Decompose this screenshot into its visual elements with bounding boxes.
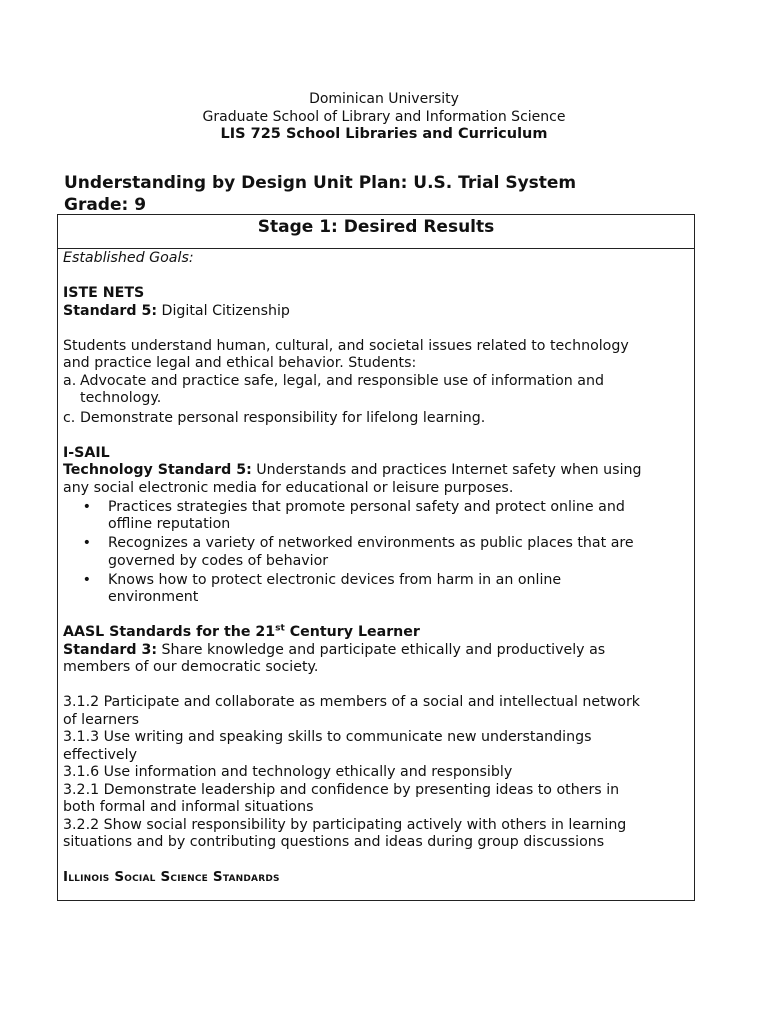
isail-standard-text-1: Understands and practices Internet safety when using <box>251 462 642 478</box>
isail-bullet-2-line-1: Recognizes a variety of networked environments as public places that are <box>108 535 634 551</box>
document-header <box>0 91 768 144</box>
grade-level: Grade: 9 <box>64 195 147 215</box>
iste-title: ISTE NETS <box>63 285 145 301</box>
iste-item-a-marker: a. <box>63 372 77 389</box>
aasl-line-8: 3.2.2 Show social responsibility by participating actively with others in learning <box>63 816 627 833</box>
iste-item-c-marker: c. <box>63 409 76 426</box>
aasl-line-3: 3.1.3 Use writing and speaking skills to communicate new understandings <box>63 729 592 745</box>
iste-item-c-text: Demonstrate personal responsibility for lifelong learning. <box>80 409 486 426</box>
isail-standard-label: Technology Standard 5: <box>63 462 252 478</box>
isail-standard-line-2: any social electronic media for educational or leisure purposes. <box>63 479 514 496</box>
isail-bullet-3-line-1: Knows how to protect electronic devices from harm in an online <box>108 571 562 588</box>
bullet-icon: • <box>82 571 91 588</box>
course-title: LIS 725 School Libraries and Curriculum <box>220 126 548 142</box>
bullet-icon: • <box>82 498 91 515</box>
isail-bullet-3-line-2: environment <box>108 589 199 605</box>
bullet-icon: • <box>82 535 91 551</box>
stage1-heading: Stage 1: Desired Results <box>58 215 694 249</box>
iste-item-a-line-1: Advocate and practice safe, legal, and responsible use of information and <box>80 372 605 389</box>
university-name: Dominican University <box>309 91 459 107</box>
aasl-line-2: of learners <box>63 711 140 728</box>
aasl-standard-text-1: Share knowledge and participate ethically and productively as <box>157 641 606 658</box>
established-goals-cell <box>58 249 694 887</box>
iste-item-a-line-2: technology. <box>80 390 162 406</box>
iste-item-a <box>63 373 688 408</box>
aasl-line-7: both formal and informal situations <box>63 799 314 815</box>
aasl-title <box>63 624 688 642</box>
aasl-standard-line-1 <box>63 642 688 660</box>
illinois-standards-title: Illinois Social Science Standards <box>63 869 280 885</box>
aasl-line-1: 3.1.2 Participate and collaborate as members of a social and intellectual network <box>63 694 641 710</box>
aasl-standard-line-2: members of our democratic society. <box>63 659 319 675</box>
school-name: Graduate School of Library and Information Science <box>202 108 566 125</box>
stage1-table <box>57 214 695 901</box>
isail-bullet-1 <box>63 499 688 534</box>
iste-intro-line-2: and practice legal and ethical behavior. Students: <box>63 355 417 371</box>
iste-standard-text: Digital Citizenship <box>157 302 290 319</box>
aasl-title-pre: AASL Standards for the 21 <box>63 624 276 640</box>
isail-bullet-2 <box>63 535 688 570</box>
aasl-line-5: 3.1.6 Use information and technology ethically and responsibly <box>63 764 513 780</box>
unit-plan-title: Understanding by Design Unit Plan: U.S. Trial System <box>64 173 577 193</box>
isail-bullet-1-line-2: offline reputation <box>108 516 231 532</box>
established-goals-label: Established Goals: <box>63 250 194 266</box>
iste-standard-label: Standard 5: <box>63 302 158 319</box>
isail-bullet-1-line-1: Practices strategies that promote personal safety and protect online and <box>108 498 625 515</box>
aasl-standard-label: Standard 3: <box>63 641 158 658</box>
isail-standard-line-1 <box>63 462 688 480</box>
isail-bullet-2-line-2: governed by codes of behavior <box>108 552 329 569</box>
iste-intro-line-1: Students understand human, cultural, and societal issues related to technology <box>63 337 629 354</box>
aasl-line-9: situations and by contributing questions and ideas during group discussions <box>63 834 605 850</box>
aasl-title-sup: st <box>275 623 285 634</box>
aasl-title-post: Century Learner <box>284 624 420 640</box>
isail-title: I-SAIL <box>63 444 110 461</box>
iste-standard <box>63 303 688 321</box>
iste-item-c <box>63 410 688 428</box>
isail-bullet-3 <box>63 572 688 607</box>
aasl-line-6: 3.2.1 Demonstrate leadership and confidence by presenting ideas to others in <box>63 781 620 798</box>
aasl-line-4: effectively <box>63 746 137 763</box>
